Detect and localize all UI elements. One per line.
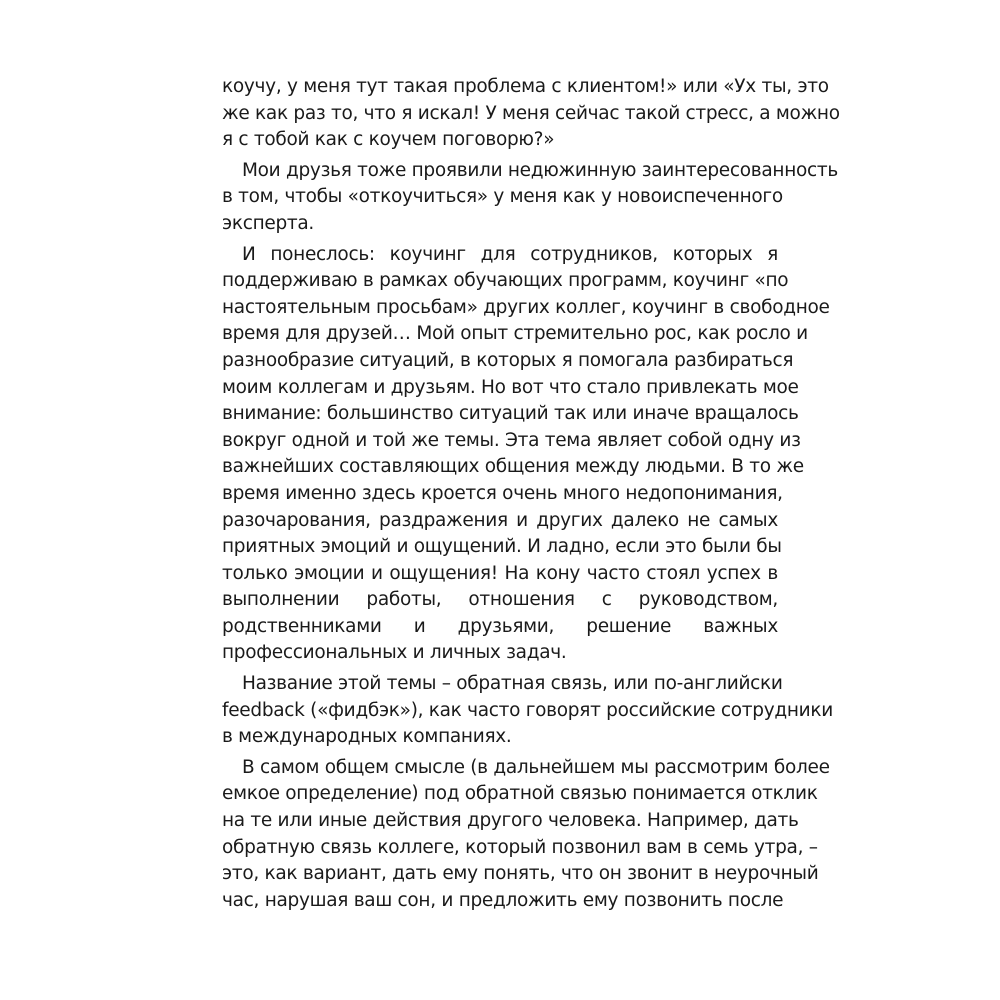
text-line: приятных эмоций и ощущений. И ладно, если это были бы — [222, 536, 782, 558]
text-line: feedback («фидбэк»), как часто говорят российские сотрудники — [222, 699, 833, 721]
text-line: разнообразие ситуаций, в которых я помогала разбираться — [222, 349, 794, 371]
text-line: разочарования, раздражения и других далеко не самых — [222, 509, 778, 531]
book-page — [222, 74, 840, 918]
text-line: моим коллегам и друзьям. Но вот что стало привлекать мое — [222, 376, 799, 398]
text-line: же как раз то, что я искал! У меня сейчас такой стресс, а можно — [222, 102, 840, 124]
text-line: Мои друзья тоже проявили недюжинную заинтересованность — [242, 159, 838, 181]
text-line: Название этой темы – обратная связь, или по-английски — [242, 673, 783, 695]
text-line: обратную связь коллеге, который позвонил вам в семь утра, – — [222, 836, 818, 858]
text-line: коучу, у меня тут такая проблема с клиентом!» или «Ух ты, это — [222, 76, 829, 97]
text-line: только эмоции и ощущения! На кону часто стоял успех в — [222, 562, 778, 584]
text-line: я с тобой как с коучем поговорю?» — [222, 129, 555, 151]
text-line: на те или иные действия другого человека. Например, дать — [222, 810, 799, 832]
paragraph — [222, 755, 830, 915]
text-line: И понеслось: коучинг для сотрудников, которых я — [242, 243, 778, 265]
text-line: внимание: большинство ситуаций так или иначе вращалось — [222, 403, 799, 425]
text-line: родственниками и друзьями, решение важных — [222, 615, 778, 637]
paragraph — [222, 74, 840, 154]
text-line: вокруг одной и той же темы. Эта тема являет собой одну из — [222, 429, 801, 451]
text-line: важнейших составляющих общения между людьми. В то же — [222, 456, 804, 478]
text-line: в международных компаниях. — [222, 726, 512, 748]
text-line: время для друзей… Мой опыт стремительно рос, как росло и — [222, 323, 808, 345]
text-line: выполнении работы, отношения с руководством, — [222, 589, 778, 611]
text-line: время именно здесь кроется очень много недопонимания, — [222, 482, 783, 504]
text-line: профессиональных и личных задач. — [222, 642, 567, 664]
text-line: поддерживаю в рамках обучающих программ, коучинг «по — [222, 270, 789, 292]
text-line: час, нарушая ваш сон, и предложить ему позвонить после — [222, 889, 784, 911]
text-line: это, как вариант, дать ему понять, что он звонит в неурочный — [222, 863, 819, 885]
text-line: в том, чтобы «откоучиться» у меня как у новоиспеченного — [222, 186, 783, 208]
paragraph — [222, 242, 830, 668]
text-line: эксперта. — [222, 212, 315, 234]
text-line: В самом общем смысле (в дальнейшем мы рассмотрим более — [242, 756, 830, 778]
paragraph — [222, 158, 838, 238]
text-line: емкое определение) под обратной связью понимается отклик — [222, 783, 818, 805]
paragraph — [222, 671, 833, 751]
text-line: настоятельным просьбам» других коллег, коучинг в свободное — [222, 296, 830, 318]
